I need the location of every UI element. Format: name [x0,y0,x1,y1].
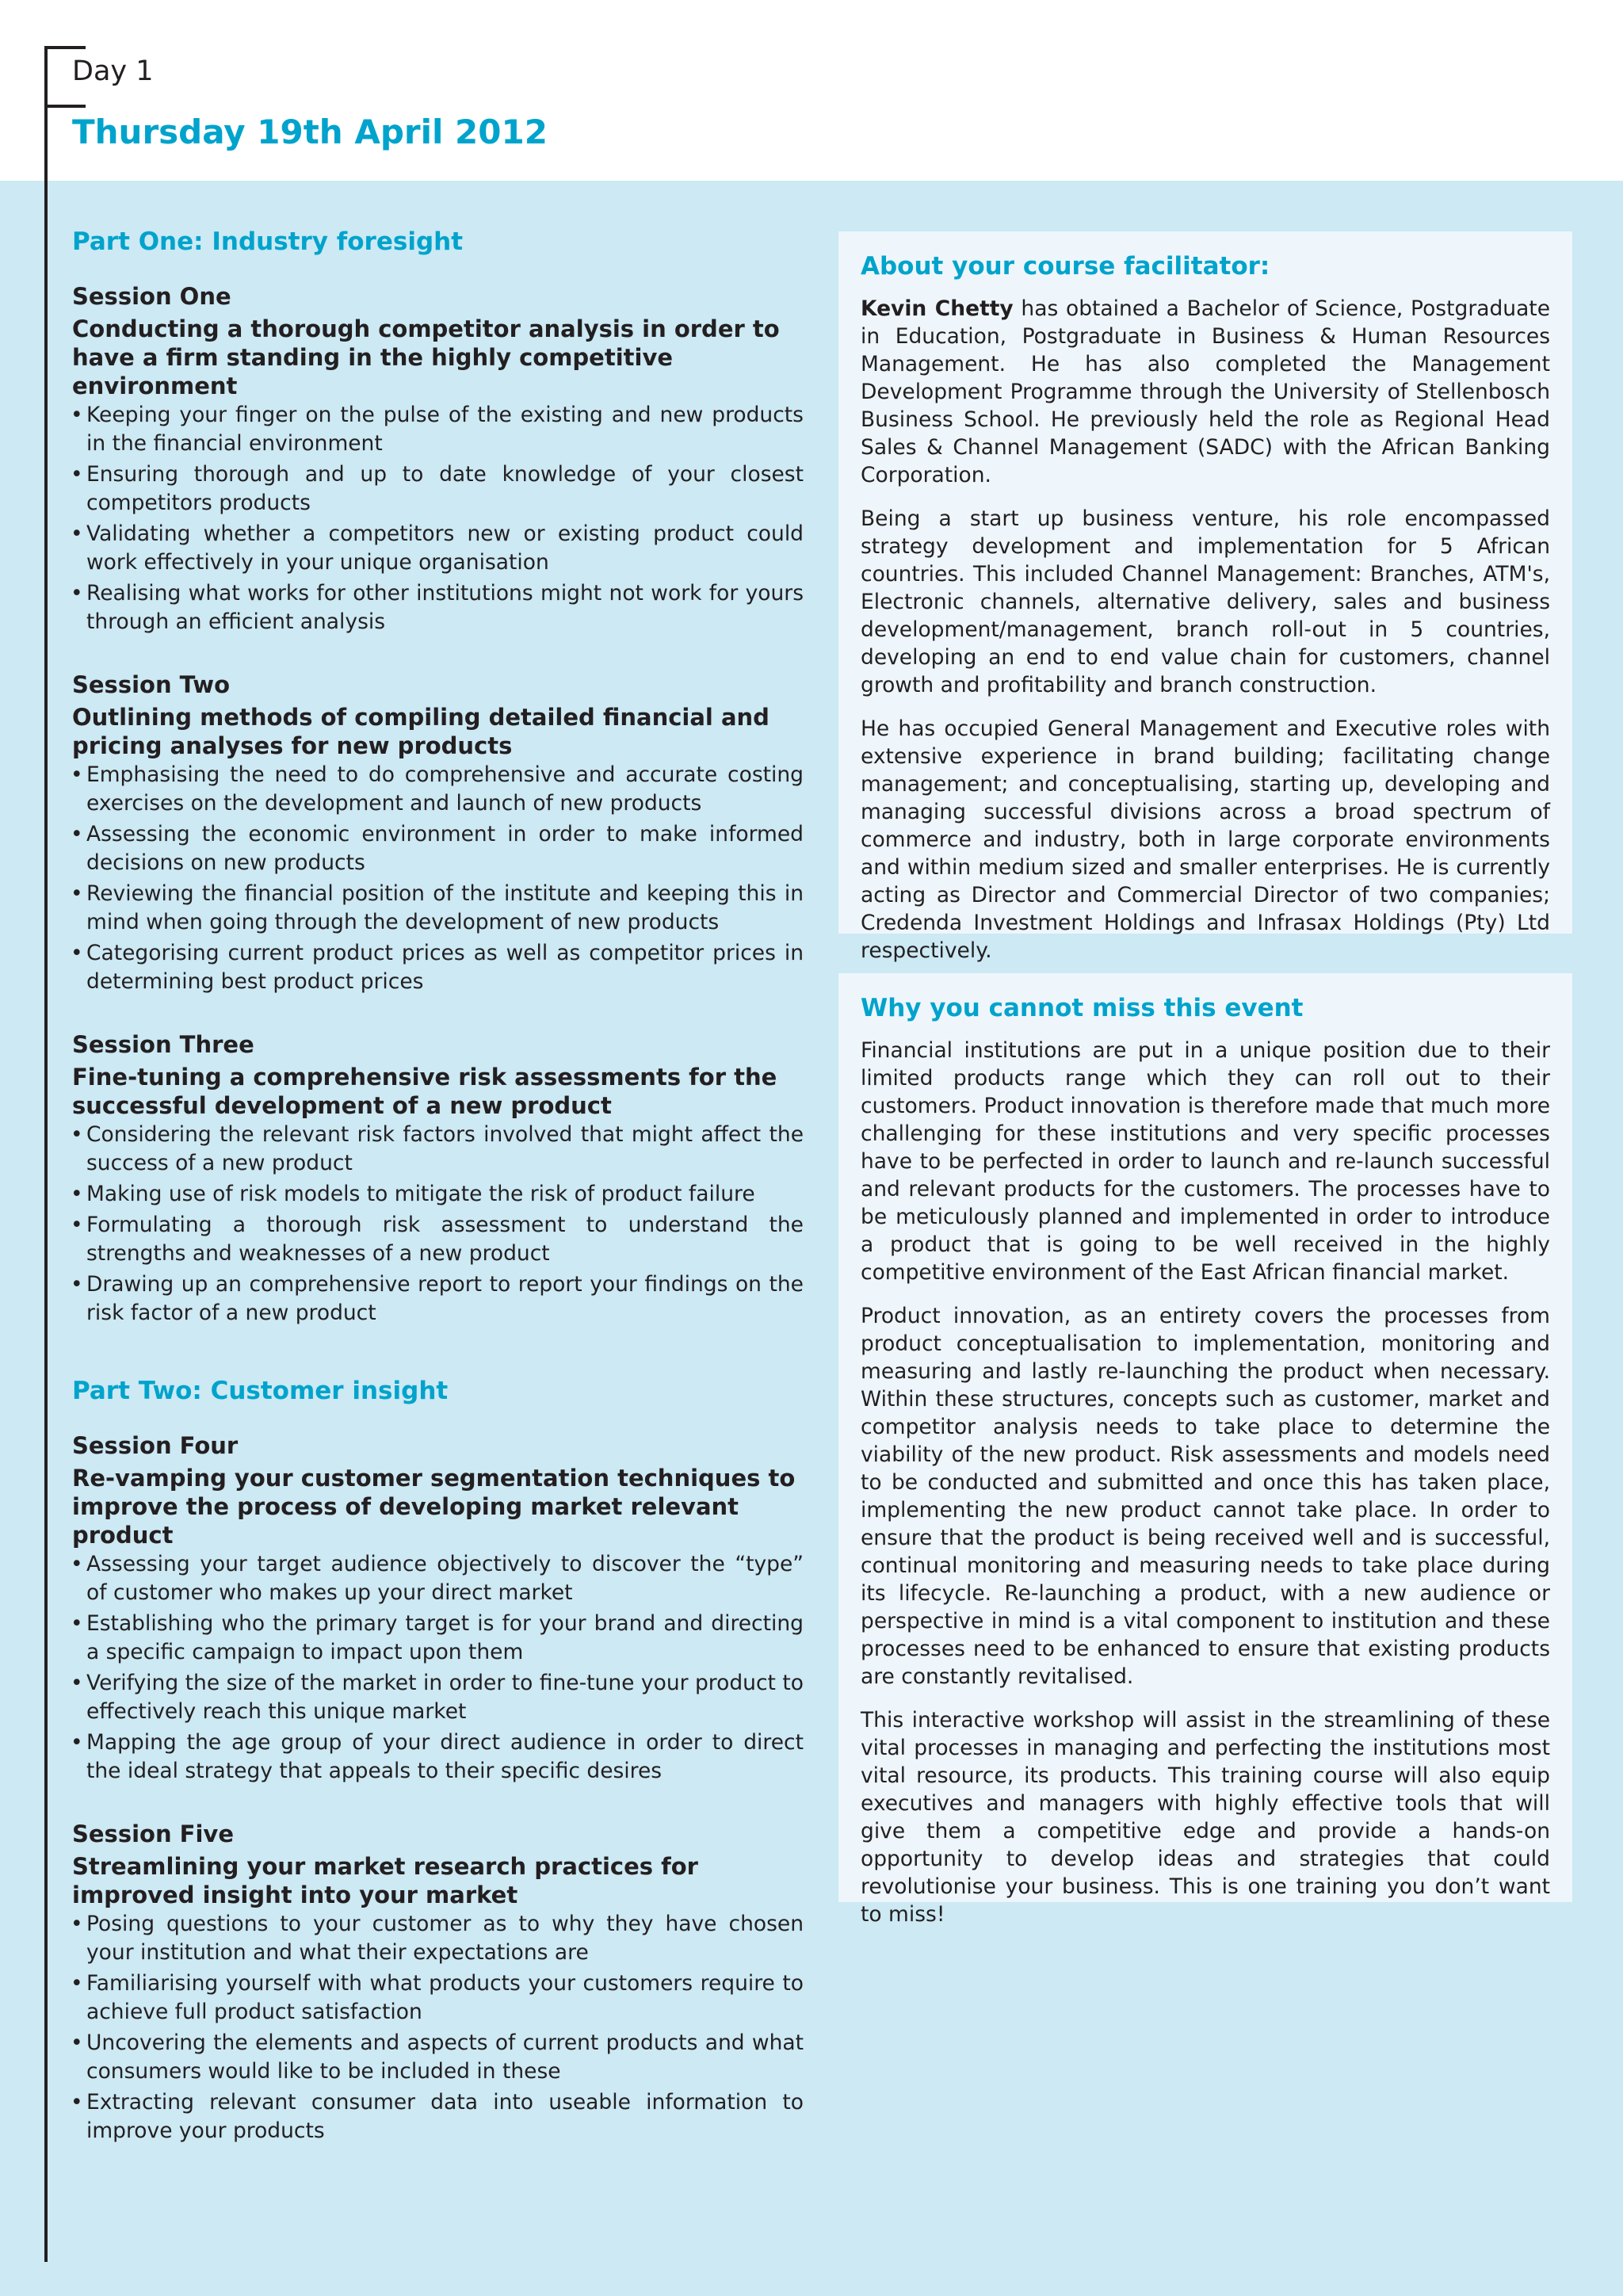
facilitator-box [838,231,1572,963]
bullet-item: • Assessing the economic environment in order to make informed decisions on new products [72,820,804,877]
why-attend-paragraph: Financial institutions are put in a unique position due to their limited products range which they can roll out to their customers. Product innovation is therefore made that much more challenging for these institutions and very specific processes have to be perfected in order to launch and re-launch successful and relevant products for the customers. The processes have to be meticulously planned and implemented in order to introduce a product that is going to be well received in the highly competitive environment of the East African financial market. [861,1038,1550,1285]
why-attend-box [838,973,1572,1927]
bullet-item: • Categorising current product prices as well as competitor prices in determining best product prices [72,939,804,996]
why-attend-title: Why you cannot miss this event [861,994,1304,1022]
bullet-item: • Assessing your target audience objectively to discover the “type” of customer who makes up your direct market [72,1550,804,1607]
session-bullets [72,1550,804,1786]
bullet-item: • Ensuring thorough and up to date knowledge of your closest competitors products [72,460,804,518]
session-title: Streamlining your market research practices for improved insight into your market [72,1853,698,1908]
timeline-tick-bottom [44,105,86,108]
session-two [72,670,804,996]
session-four [72,1431,804,1786]
session-five [72,1819,804,2145]
facilitator-paragraph: Being a start up business venture, his role encompassed strategy development and implementation for 5 African countries. This included Channel Management: Branches, ATM's, Electronic channels, alternative delivery, sales and business development/management, branch roll-out in 5 countries, developing an end to end value chain for customers, channel growth and profitability and branch construction. [861,506,1550,697]
bullet-item: • Emphasising the need to do comprehensive and accurate costing exercises on the development and launch of new products [72,761,804,818]
bullet-item: • Keeping your finger on the pulse of the existing and new products in the financial environment [72,401,804,458]
bullet-item: • Mapping the age group of your direct audience in order to direct the ideal strategy that appeals to their specific desires [72,1729,804,1786]
session-bullets [72,761,804,996]
bullet-item: • Posing questions to your customer as to why they have chosen your institution and what their expectations are [72,1910,804,1967]
facilitator-bio-text: has obtained a Bachelor of Science, Postgraduate in Education, Postgraduate in Business & Human Resources Management. He has also completed the Management Development Programme through the University of Stellenbosch Business School. He previously held the role as Regional Head Sales & Channel Management (SADC) with the African Banking Corporation. [861,296,1551,487]
bullet-item: • Verifying the size of the market in order to fine-tune your product to effectively reach this unique market [72,1669,804,1726]
timeline-rule [44,46,48,2262]
part-two-title: Part Two: Customer insight [72,1377,449,1405]
session-one [72,281,804,636]
timeline-tick-top [44,46,86,49]
session-title: Conducting a thorough competitor analysis in order to have a firm standing in the highly competitive environment [72,315,780,399]
session-label: Session Three [72,1031,254,1058]
page-header [0,0,1623,181]
session-label: Session Five [72,1820,235,1847]
bullet-item: • Uncovering the elements and aspects of current products and what consumers would like to be included in these [72,2029,804,2086]
facilitator-paragraph [861,295,1550,489]
session-label: Session Four [72,1432,239,1459]
bullet-item: • Realising what works for other institutions might not work for yours through an efficient analysis [72,579,804,636]
bullet-item: • Validating whether a competitors new or existing product could work effectively in your unique organisation [72,520,804,577]
day-label: Day 1 [72,55,154,87]
bullet-item: • Establishing who the primary target is for your brand and directing a specific campaign to impact upon them [72,1610,804,1667]
part-one-title: Part One: Industry foresight [72,227,464,256]
why-attend-paragraph: Product innovation, as an entirety covers the processes from product conceptualisation to implementation, monitoring and measuring and lastly re-launching the product when necessary. Within these structures, concepts such as customer, market and competitor analysis needs to take place to determine the viability of the new product. Risk assessments and models need to be conducted and submitted and once this has taken place, implementing the new product cannot take place. In order to ensure that the product is being received well and is successful, continual monitoring and measuring needs to take place during its lifecycle. Re-launching a product, with a new audience or perspective in mind is a vital component to institution and these processes need to be enhanced to ensure that existing products are constantly revitalised. [861,1304,1550,1689]
agenda-column [72,226,804,2148]
session-bullets [72,401,804,636]
session-bullets [72,1121,804,1328]
event-date: Thursday 19th April 2012 [72,113,548,151]
facilitator-title: About your course facilitator: [861,252,1270,281]
session-title: Re-vamping your customer segmentation techniques to improve the process of developing market relevant product [72,1465,796,1549]
bullet-item: • Considering the relevant risk factors involved that might affect the success of a new product [72,1121,804,1178]
bullet-item: • Reviewing the financial position of the institute and keeping this in mind when going through the development of new products [72,880,804,937]
facilitator-paragraph: He has occupied General Management and Executive roles with extensive experience in brand building; facilitating change management; and conceptualising, starting up, developing and managing successful divisions across a broad spectrum of commerce and industry, both in large corporate environments and within medium sized and smaller enterprises. He is currently acting as Director and Commercial Director of two companies; Credenda Investment Holdings and Infrasax Holdings (Pty) Ltd respectively. [861,716,1550,963]
why-attend-paragraph: This interactive workshop will assist in the streamlining of these vital processes in managing and perfecting the institutions most vital resource, its products. This training course will also equip executives and managers with highly effective tools that will give them a competitive edge and provide a hands-on opportunity to develop ideas and strategies that could revolutionise your business. This is one training you don’t want to miss! [861,1708,1550,1927]
bullet-item: • Familiarising yourself with what products your customers require to achieve full product satisfaction [72,1969,804,2027]
session-bullets [72,1910,804,2145]
session-three [72,1030,804,1328]
bullet-item: • Making use of risk models to mitigate the risk of product failure [72,1180,804,1209]
session-title: Outlining methods of compiling detailed financial and pricing analyses for new products [72,704,769,759]
bullet-item: • Drawing up an comprehensive report to report your findings on the risk factor of a new product [72,1270,804,1328]
session-label: Session Two [72,671,230,698]
bullet-item: • Formulating a thorough risk assessment to understand the strengths and weaknesses of a new product [72,1211,804,1268]
facilitator-name: Kevin Chetty [861,296,1014,321]
bullet-item: • Extracting relevant consumer data into useable information to improve your products [72,2088,804,2145]
session-title: Fine-tuning a comprehensive risk assessments for the successful development of a new product [72,1064,777,1119]
session-label: Session One [72,283,231,310]
